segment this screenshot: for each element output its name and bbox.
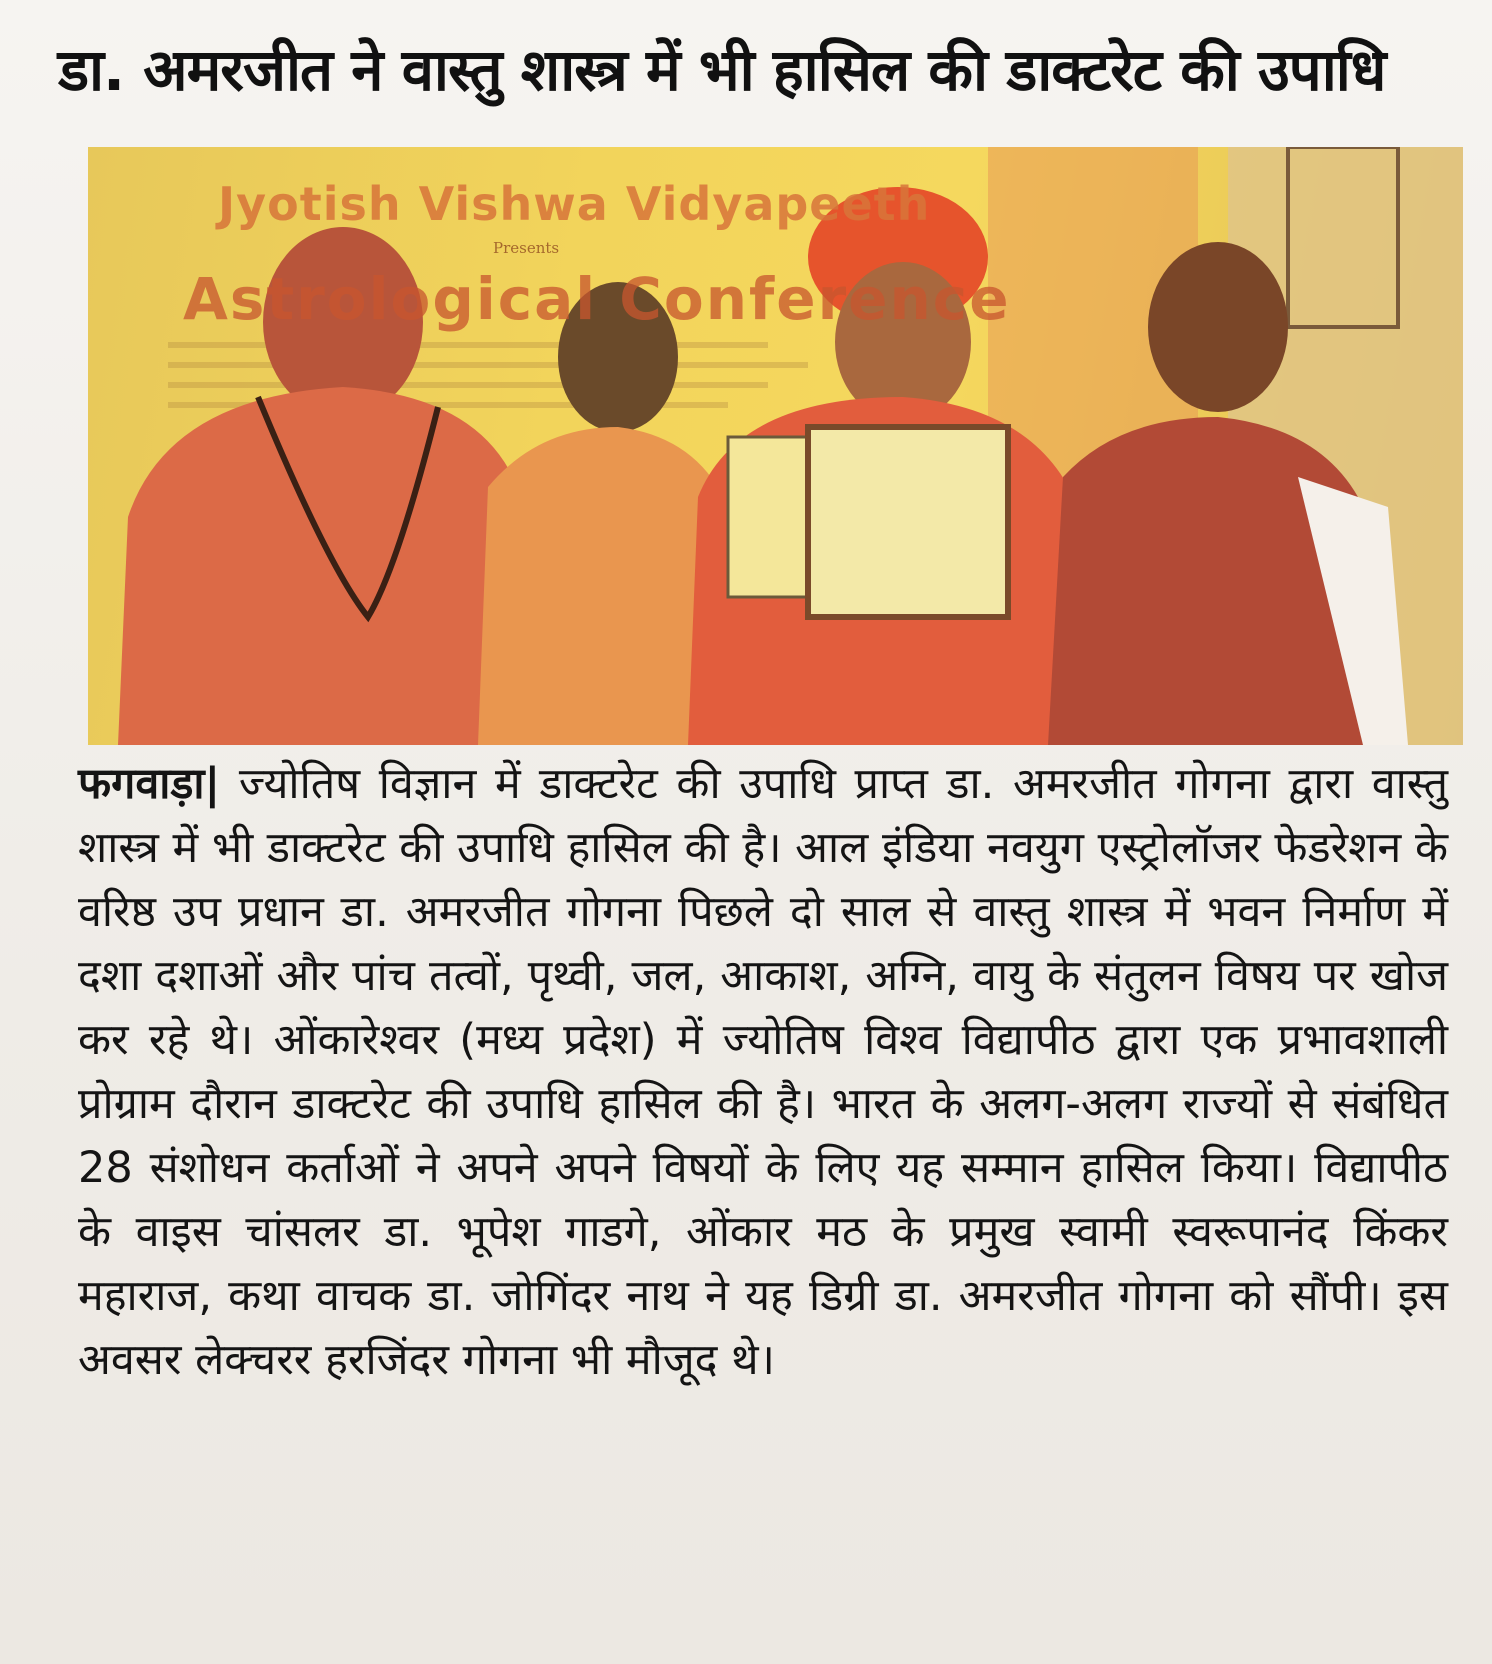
article-dateline: फगवाड़ा|: [78, 759, 221, 809]
photo-illustration: [88, 147, 1463, 745]
article-photo: [88, 147, 1463, 745]
photo-banner-title: Jyotish Vishwa Vidyapeeth: [218, 177, 931, 231]
article-body: [78, 752, 1448, 1392]
article-body-text: ज्योतिष विज्ञान में डाक्टरेट की उपाधि प्राप्त डा. अमरजीत गोगना द्वारा वास्तु शास्त्र में भी डाक्टरेट की उपाधि हासिल की है। आल इंडिया नवयुग एस्ट्रोलॉजर फेडरेशन के वरिष्ठ उप प्रधान डा. अमरजीत गोगना पिछले दो साल से वास्तु शास्त्र में भवन निर्माण में दशा दशाओं और पांच तत्वों, पृथ्वी, जल, आकाश, अग्नि, वायु के संतुलन विषय पर खोज कर रहे थे। ओंकारेश्वर (मध्य प्रदेश) में ज्योतिष विश्व विद्यापीठ द्वारा एक प्रभावशाली प्रोग्राम दौरान डाक्टरेट की उपाधि हासिल की है। भारत के अलग-अलग राज्यों से संबंधित 28 संशोधन कर्ताओं ने अपने अपने विषयों के लिए यह सम्मान हासिल किया। विद्यापीठ के वाइस चांसलर डा. भूपेश गाडगे, ओंकार मठ के प्रमुख स्वामी स्वरूपानंद किंकर महाराज, कथा वाचक डा. जोगिंदर नाथ ने यह डिग्री डा. अमरजीत गोगना को सौंपी। इस अवसर लेक्चरर हरजिंदर गोगना भी मौजूद थे।: [78, 759, 1448, 1385]
photo-banner-presents: Presents: [493, 239, 560, 257]
article-headline: डा. अमरजीत ने वास्तु शास्त्र में भी हासिल की डाक्टरेट की उपाधि: [58, 36, 1386, 104]
photo-banner-event: Astrological Conference: [183, 265, 1011, 333]
